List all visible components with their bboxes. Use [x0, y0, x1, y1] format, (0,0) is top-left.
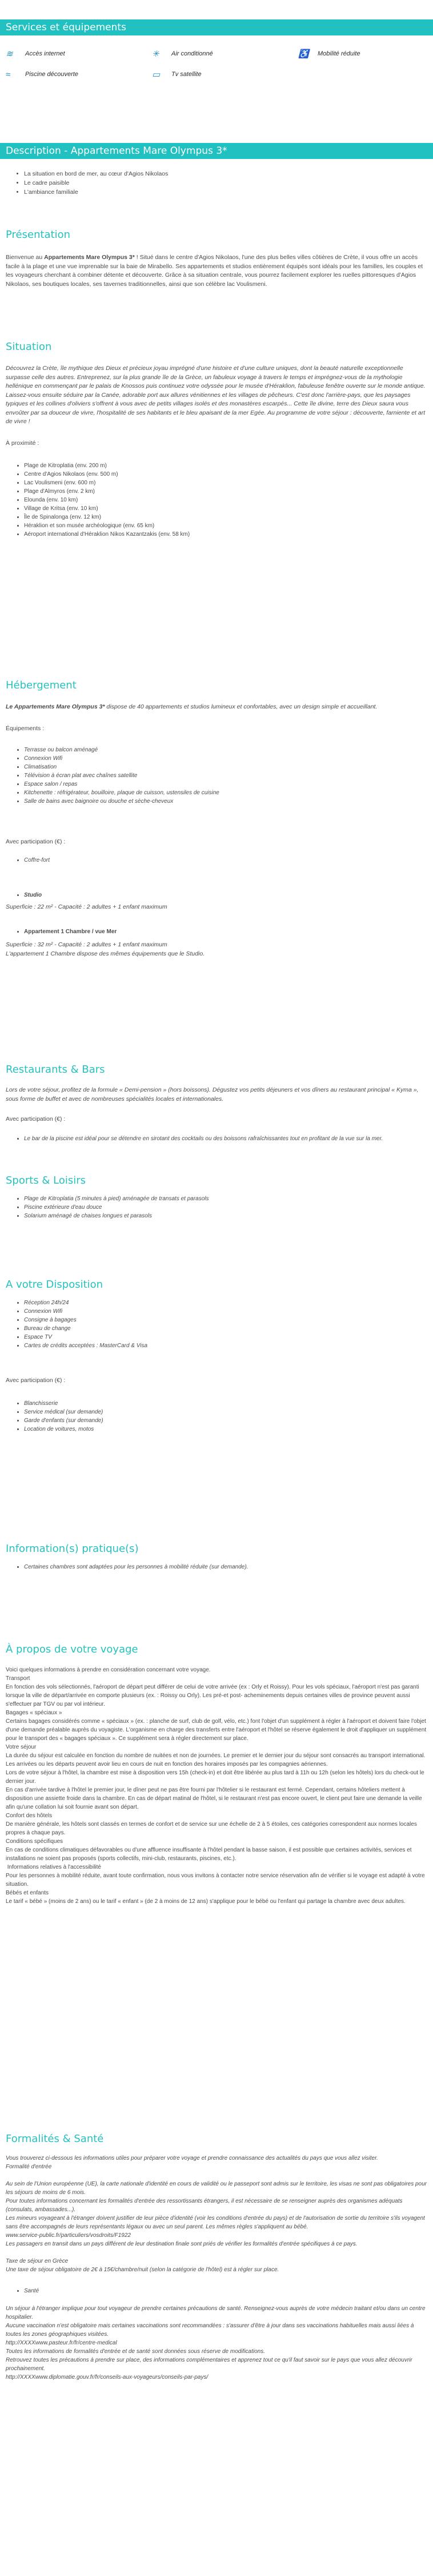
presentation-text — [6, 253, 427, 289]
text-pre: Bienvenue au — [6, 254, 45, 261]
list-item: • Lac Voulismeni (env. 600 m) — [24, 479, 427, 487]
service-mobility — [298, 49, 424, 59]
restaurants-text: Lors de votre séjour, profitez de la formule « Demi-pension » (hors boissons). Dégustez vos petits déjeuners et vos dîners au restaurant principal « Kyma », sous forme de buffet et avec de nombreuses spécialités locales et internationales. — [6, 1086, 419, 1102]
hotel-name: Appartements Mare Olympus 3* — [44, 254, 135, 261]
services-row-1 — [6, 43, 427, 64]
section-title: Sports & Loisirs — [6, 1174, 86, 1187]
presentation-section — [0, 229, 433, 289]
formalites-section — [0, 2133, 433, 2382]
situation-text: Découvrez la Crète, île mythique des Dieux et précieux joyau imprégné d'une histoire et d'une culture uniques, dont la beauté naturelle exceptionnelle surpasse celle des autres. Entreprenez, sur la plus grande île de la Grèce, un fabuleux voyage à travers le temps et imprégnez-vous de la mythologie hellénique en commençant par le palais de Knossos puis continuez votre odyssée pour le musée d'Héraklion, fabuleuse fenêtre ouverte sur le monde antique. Laissez-vous ensuite séduire par la Canée, adorable port aux allures vénitiennes et les villages de pêcheurs. C'est donc l'arrière-pays, que les paysages typiques et les collines d'oliviers s'offrent à vous avec de petits villages isolés et des monastères escarpés... Cette île divine, terre des Dieux saura vous envoûter par sa douceur de vivre, l'hospitalité de ses habitants et le bleu apaisant de la mer Egée. Au programme de votre séjour : découverte, farniente et art de vivre ! — [6, 365, 426, 425]
section-title: Situation — [6, 341, 52, 353]
room-size: Superficie : 32 m² - Capacité : 2 adultes + 1 enfant maximum — [6, 941, 167, 948]
list-item: • Bureau de change — [24, 1324, 427, 1333]
list-item: • La situation en bord de mer, au cœur d'Agios Nikolaos — [24, 169, 427, 178]
list-item: • Connexion Wifi — [24, 1307, 427, 1316]
paid-label: Avec participation (€) : — [6, 838, 66, 845]
list-item: • Terrasse ou balcon aménagé — [24, 746, 427, 754]
nearby-label: À proximité : — [6, 439, 39, 447]
hotel-name: Le Appartements Mare Olympus 3* — [6, 703, 105, 710]
hebergement-intro — [6, 703, 427, 712]
service-aircon — [152, 49, 298, 59]
section-title: Information(s) pratique(s) — [6, 1543, 139, 1555]
wifi-icon: ≋ — [6, 49, 13, 59]
list-item: • Espace TV — [24, 1333, 427, 1341]
room-name-text: Appartement 1 Chambre / vue Mer — [24, 929, 117, 935]
service-label: Piscine découverte — [25, 71, 78, 78]
list-item: • Village de Kritsa (env. 10 km) — [24, 504, 427, 513]
list-item: • Blanchisserie — [24, 1399, 427, 1408]
list-item: • Centre d'Agios Nikolaos (env. 500 m) — [24, 470, 427, 479]
disposition-section — [0, 1279, 433, 1434]
room-apartment — [6, 927, 427, 936]
description-header: Description - Appartements Mare Olympus 3* — [0, 143, 433, 159]
services-header: Services et équipements — [0, 19, 433, 35]
list-item: • Solarium aménagé de chaises longues et parasols — [24, 1212, 427, 1220]
service-label: Air conditionné — [171, 50, 213, 57]
room-name — [24, 891, 427, 899]
room-name — [24, 927, 427, 936]
list-item: • Le cadre paisible — [24, 178, 427, 188]
paid-list — [6, 1399, 427, 1434]
list-item: • Espace salon / repas — [24, 780, 427, 789]
list-item: • Kitchenette : réfrigérateur, bouilloire, plaque de cuisson, ustensiles de cuisine — [24, 789, 427, 797]
text-post: ! Situé dans le centre d'Agios Nikolaos, l'une des plus belles villes côtières de Crète, il vous offre un accès facile à la plage et une vue imprenable sur la baie de Mirabello. Ses appartements et studios entièrement équipés sont idéals pour les familles, les couples et les voyageurs cherchant à combiner détente et découverte. Grâce à sa situation centrale, vous pourrez facilement explorer les ruelles pittoresques d'Agios Nikolaos, ses boutiques locales, ses tavernes traditionnelles, ainsi que son célèbre lac Voulismeni. — [6, 254, 423, 288]
services-row-2 — [6, 64, 427, 85]
tv-icon: ▭ — [152, 70, 161, 79]
pool-icon: ≈ — [6, 69, 11, 79]
sante-list — [6, 2287, 427, 2295]
list-item: • Aéroport international d'Héraklion Nikos Kazantzakis (env. 58 km) — [24, 530, 427, 539]
nearby-list — [6, 461, 427, 539]
sports-list — [6, 1195, 427, 1220]
list-item: • Plage d'Almyros (env. 2 km) — [24, 487, 427, 496]
section-title: Présentation — [6, 229, 71, 241]
service-internet — [6, 49, 152, 59]
list-item: • Climatisation — [24, 763, 427, 771]
snowflake-icon: ✳ — [152, 49, 159, 59]
list-item: • Santé — [24, 2287, 427, 2295]
list-item: • Service médical (sur demande) — [24, 1408, 427, 1416]
services-grid — [0, 40, 433, 90]
service-label: Accès internet — [25, 50, 65, 57]
service-pool — [6, 70, 152, 79]
list-item: • Télévision à écran plat avec chaînes satellite — [24, 771, 427, 780]
pratique-section — [0, 1543, 433, 1571]
list-item: • Piscine extérieure d'eau douce — [24, 1203, 427, 1212]
list-item: • Certaines chambres sont adaptées pour les personnes à mobilité réduite (sur demande). — [24, 1563, 427, 1571]
disposition-list — [6, 1299, 427, 1350]
wheelchair-icon: ♿ — [298, 49, 309, 59]
list-item: • L'ambiance familiale — [24, 188, 427, 197]
room-note: L'appartement 1 Chambre dispose des mêmes équipements que le Studio. — [6, 950, 205, 957]
section-title: Formalités & Santé — [6, 2133, 104, 2145]
list-item: • Cartes de crédits acceptées : MasterCard & Visa — [24, 1341, 427, 1350]
sante-text: Un séjour à l'étranger implique pour tout voyageur de prendre certaines précautions de santé. Renseignez-vous auprès de votre médecin traitant et/ou dans un centre hospitalier. Aucune vaccination n'est obligatoire mais certaines vaccinations sont recommandées : s'assurer d'être à jour dans ses vaccinations habituelles mais aussi liées à toutes les zones géographiques visitées. http://XXXXwww.pasteur.fr/fr/centre-medical Toutes les informations de formalités d'entrée et de santé sont données sous réserve de modifications. Retrouvez toutes les précautions à prendre sur place, des informations complémentaires et apprenez tout ce qu'il faut savoir sur le pays que vous allez découvrir prochainement. http://XXXXwww.diplomatie.gouv.fr/fr/conseils-aux-voyageurs/conseils-par-pays/ — [6, 2306, 426, 2380]
equip-label: Équipements : — [6, 724, 45, 732]
list-item: • Consigne à bagages — [24, 1316, 427, 1324]
paid-label: Avec participation (€) : — [6, 1377, 66, 1384]
service-tv — [152, 69, 298, 79]
service-label: Tv satellite — [171, 71, 202, 78]
list-item: • Plage de Kitroplatia (env. 200 m) — [24, 461, 427, 470]
service-label: Mobilité réduite — [318, 50, 360, 57]
list-item: • Garde d'enfants (sur demande) — [24, 1416, 427, 1425]
section-title: Hébergement — [6, 679, 77, 691]
list-item: • Elounda (env. 10 km) — [24, 496, 427, 504]
room-name-text: Studio — [24, 891, 42, 898]
list-item: • Le bar de la piscine est idéal pour se détendre en sirotant des cocktails ou des boissons rafraîchissantes tout en profitant de la vue sur la mer. — [24, 1134, 427, 1143]
list-item: • Réception 24h/24 — [24, 1299, 427, 1307]
list-item: • Connexion Wifi — [24, 754, 427, 763]
pratique-list — [6, 1563, 427, 1571]
room-size: Superficie : 22 m² - Capacité : 2 adultes + 1 enfant maximum — [6, 903, 167, 910]
sports-section — [0, 1174, 433, 1220]
list-item: • Île de Spinalonga (env. 12 km) — [24, 513, 427, 521]
list-item: • Salle de bains avec baignoire ou douche et sèche-cheveux — [24, 797, 427, 806]
paid-list — [6, 856, 427, 865]
intro-rest: dispose de 40 appartements et studios lumineux et confortables, avec un design simple et accueillant. — [105, 703, 378, 710]
room-studio — [6, 891, 427, 899]
list-item: • Location de voitures, motos — [24, 1425, 427, 1434]
paid-label: Avec participation (€) : — [6, 1116, 66, 1122]
equip-list — [6, 746, 427, 806]
restaurants-section — [0, 1064, 433, 1143]
hebergement-section — [0, 679, 433, 958]
section-title: Restaurants & Bars — [6, 1064, 105, 1076]
list-item: • Héraklion et son musée archéologique (env. 65 km) — [24, 521, 427, 530]
list-item: • Plage de Kitroplatia (5 minutes à pied) aménagée de transats et parasols — [24, 1195, 427, 1203]
section-title: À propos de votre voyage — [6, 1643, 138, 1655]
situation-section — [0, 341, 433, 539]
paid-list — [6, 1134, 427, 1143]
section-title: A votre Disposition — [6, 1279, 103, 1291]
propos-text: Voici quelques informations à prendre en considération concernant votre voyage. Transport En fonction des vols sélectionnés, l'aéroport de départ peut différer de celui de votre arrivée (ex : Orly et Roissy). Pour les vols spéciaux, l'aéroport n'est pas garanti lorsque la ville de départ/arrivée en comporte plusieurs (ex. : Roissy ou Orly). Les pré-et post- acheminements depuis certaines villes de province peuvent aussi s'effectuer par TGV ou par vol intérieur. Bagages « spéciaux » Certains bagages considérés comme « spéciaux » (ex. : planche de surf, club de golf, vélo, etc.) font l'objet d'un supplément à régler à l'aéroport et doivent faire l'objet d'une demande préalable auprès du voyagiste. L'organisme en charge des transferts entre l'aéroport et l'hôtel se réserve également le droit d'appliquer un supplément pour le transport des « bagages spéciaux ». Ce supplément sera à régler directement sur place. Votre séjour La durée du séjour est calculée en fonction du nombre de nuitées et non de journées. Le premier et le dernier jour du séjour sont consacrés au transport international. Les arrivées ou les départs peuvent avoir lieu en cours de nuit en fonction des horaires imposés par les compagnies aériennes. Lors de votre séjour à l'hôtel, la chambre est mise à disposition vers 15h (check-in) et doit être libérée au plus tard à 11h ou 12h (selon les hôtels) lors du check-out le dernier jour. En cas d'arrivée tardive à l'hôtel le premier jour, le dîner peut ne pas être fourni par l'hôtelier si le restaurant est fermé. Cependant, certains hôteliers mettent à disposition une assiette froide dans la chambre. En cas de départ matinal de l'hôtel, si le restaurant n'est pas encore ouvert, le client peut faire une demande la veille afin qu'une collation lui soit fournie avant son départ. Confort des hôtels De manière générale, les hôtels sont classés en termes de confort et de service sur une échelle de 2 à 5 étoiles, ces catégories correspondent aux normes locales propres à chaque pays. Conditions spécifiques En cas de conditions climatiques défavorables ou d'une affluence insuffisante à l'hôtel pendant la basse saison, il est possible que certaines activités, services et installations ne soient pas proposés (sports collectifs, mini-club, restaurants, piscines, etc.). Informations relatives à l'accessibilité Pour les personnes à mobilité réduite, avant toute confirmation, nous vous invitons à contacter notre service réservation afin de vérifier si le voyage est adapté à votre situation. Bébés et enfants Le tarif « bébé » (moins de 2 ans) ou le tarif « enfant » (de 2 à moins de 12 ans) s'applique pour le bébé ou l'enfant qui partage la chambre avec deux adultes. — [6, 1667, 427, 1905]
list-item: • Coffre-fort — [24, 856, 427, 865]
propos-section — [0, 1643, 433, 1906]
formalites-text: Vous trouverez ci-dessous les informations utiles pour préparer votre voyage et prendre connaissance des actualités du pays que vous allez visiter. Formalité d'entrée Au sein de l'Union européenne (UE), la carte nationale d'identité en cours de validité ou le passeport sont admis sur le territoire, les visas ne sont pas obligatoires pour les séjours de moins de 6 mois. Pour toutes informations concernant les formalités d'entrée des ressortissants étrangers, il est nécessaire de se renseigner auprès des organismes adéquats (consulats, ambassades...). Les mineurs voyageant à l'étranger doivent justifier de leur pièce d'identité (voir les conditions d'entrée du pays) et de l'autorisation de sortie du territoire s'ils voyagent sans être accompagnés de leurs représentants légaux ou avec un seul parent. Les mêmes règles s'appliquent au bébé. www.service-public.fr/particuliers/vosdroits/F1922 Les passagers en transit dans un pays différent de leur destination finale sont priés de vérifier les formalités d'entrée spécifiques à ce pays. Taxe de séjour en Grèce Une taxe de séjour obligatoire de 2€ à 15€/chambre/nuit (selon la catégorie de l'hôtel) est à régler sur place. — [6, 2155, 427, 2273]
description-highlights — [0, 169, 433, 197]
